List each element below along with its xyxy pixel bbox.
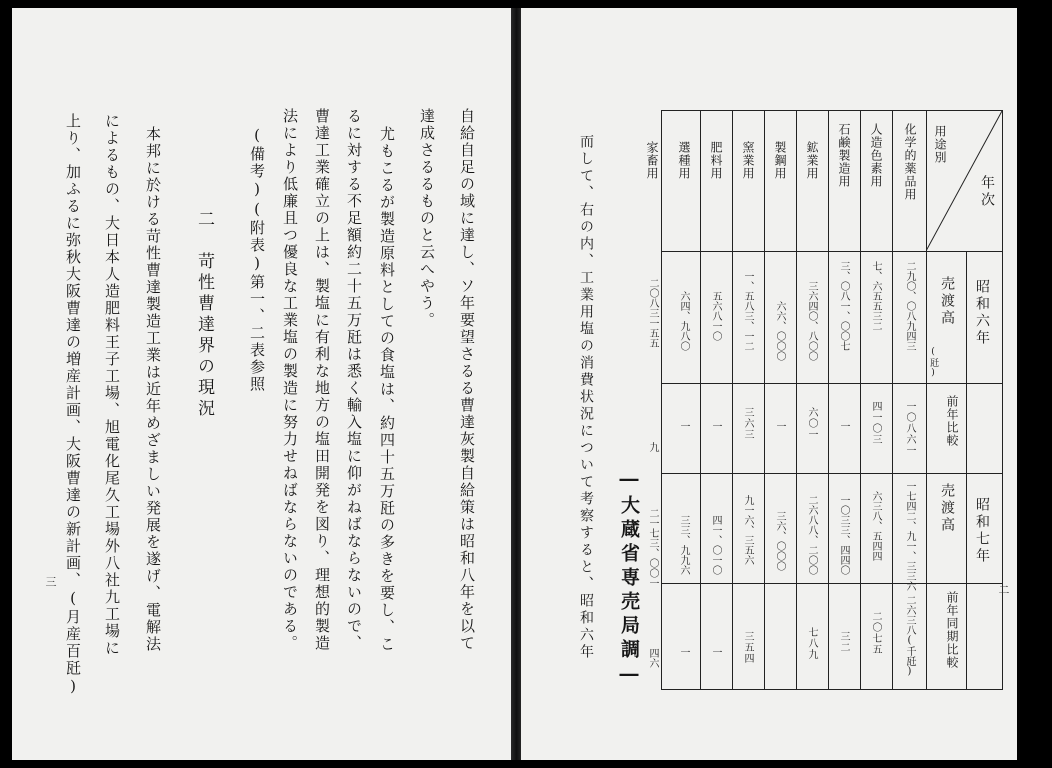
value-cell: 六三八、五四四 <box>870 491 881 561</box>
page-number: 三 <box>44 576 57 587</box>
value-cell: 三二 <box>838 631 849 653</box>
value-cell: 二一七三、〇〇一 <box>647 508 658 588</box>
value-cell: 一〇八六一 <box>904 401 915 456</box>
value-cell: 七八九 <box>806 627 817 660</box>
value-cell: 七、六五五三二 <box>870 261 881 331</box>
corner-header-years: 年次 <box>979 175 995 209</box>
value-cell: 六〇一 <box>806 407 817 440</box>
usage-label: 化学的薬品用 <box>903 123 917 201</box>
text-column: 自給自足の域に達し、ソ年要望さるる曹達灰製自給策は昭和八年を以て <box>458 108 476 652</box>
value-cell: 二〇八三一五五 <box>647 278 658 348</box>
value-cell: 三六、〇〇〇 <box>774 511 785 571</box>
value-cell: 一 <box>710 421 721 432</box>
text-column: 尤もこるが製造原料としての食塩は、約四十五万瓩の多きを要し、こ <box>378 126 396 653</box>
text-column: によるもの、大日本人造肥料王子工場、旭電化尾久工場外八社九工場に <box>103 113 121 657</box>
value-cell: 一 <box>774 421 785 432</box>
year-heading: 昭和七年 <box>974 497 990 565</box>
text-column: 曹達工業確立の上は、製塩に有利な地方の塩田開発を図り、理想的製造 <box>313 108 331 652</box>
value-cell: 一 <box>838 421 849 432</box>
value-cell: 二九〇、〇八九四三 <box>904 261 915 351</box>
value-cell: 一〇三三、四四〇 <box>838 495 849 575</box>
usage-label: 石鹸製造用 <box>837 123 851 188</box>
text-column: るに対する不足額約二十五万瓩は悉く輸入塩に仰がねばならないので、 <box>345 108 363 652</box>
value-cell: 三六三 <box>742 407 753 440</box>
comparison-heading: 前年同期比較 <box>945 591 959 669</box>
left-page <box>12 8 512 760</box>
value-cell: 二六八八、二〇〇 <box>806 495 817 575</box>
source-attribution: ―大蔵省専売局調― <box>618 468 640 690</box>
usage-label: 製鋼用 <box>773 141 787 180</box>
value-cell: 一 <box>678 421 689 432</box>
value-cell: 四一〇三 <box>870 401 881 445</box>
usage-label: 鉱業用 <box>805 141 819 180</box>
value-cell: 六四、九八〇 <box>678 291 689 351</box>
value-cell: 五六八一〇 <box>710 291 721 341</box>
sales-heading: 売渡高 <box>939 276 955 327</box>
usage-label: 家畜用 <box>645 141 659 180</box>
value-cell: 四六 <box>647 648 658 668</box>
value-cell: 一 <box>710 647 721 658</box>
value-cell: 九一六、三五六 <box>742 495 753 565</box>
value-cell: 二六三八(千瓩) <box>904 595 915 677</box>
corner-header-usage: 用途別 <box>933 125 947 164</box>
section-heading: 二 苛性曹達界の現況 <box>194 210 214 420</box>
right-page <box>521 8 1017 760</box>
value-cell: 四一、〇一〇 <box>710 515 721 575</box>
text-column: 法により低廉且つ優良な工業塩の製造に努力せねばならないのである。 <box>281 108 299 652</box>
value-cell: 三三、九九六 <box>678 515 689 575</box>
value-cell: 三、〇八一、〇〇七 <box>838 261 849 351</box>
text-column: 達成さるるものと云へやう。 <box>418 108 436 329</box>
text-column: 上り、加ふるに弥秋大阪曹達の増産計画、大阪曹達の新計画、(月産百瓩) <box>64 113 82 697</box>
comparison-heading: 前年比較 <box>945 395 959 447</box>
unit-label: (瓩) <box>928 347 938 379</box>
text-column: 本邦に於ける苛性曹達製造工業は近年めざましい発展を遂げ、電解法 <box>144 126 162 653</box>
page-number: 二 <box>997 584 1010 595</box>
text-column: 而して、右の内、工業用塩の消費状況について考察すると、昭和六年 <box>578 134 594 661</box>
value-cell: 一、五八三、一二 <box>742 271 753 351</box>
year-heading: 昭和六年 <box>974 279 990 347</box>
text-column: (備考)(附表)第一、二表参照 <box>248 126 266 393</box>
usage-label: 窯業用 <box>741 141 755 180</box>
value-cell: 六六、〇〇〇 <box>774 301 785 361</box>
value-cell: 三六四〇、八〇〇 <box>806 281 817 361</box>
value-cell: 二〇七五 <box>870 611 881 655</box>
value-cell: 一七四二、九一、三三六 <box>904 481 915 591</box>
usage-label: 肥料用 <box>709 141 723 180</box>
value-cell: 九 <box>647 442 658 452</box>
sales-heading: 売渡高 <box>939 483 955 534</box>
value-cell: 三五四 <box>742 631 753 664</box>
usage-label: 人造色素用 <box>869 123 883 188</box>
value-cell: 一 <box>678 647 689 658</box>
usage-label: 選種用 <box>677 141 691 180</box>
